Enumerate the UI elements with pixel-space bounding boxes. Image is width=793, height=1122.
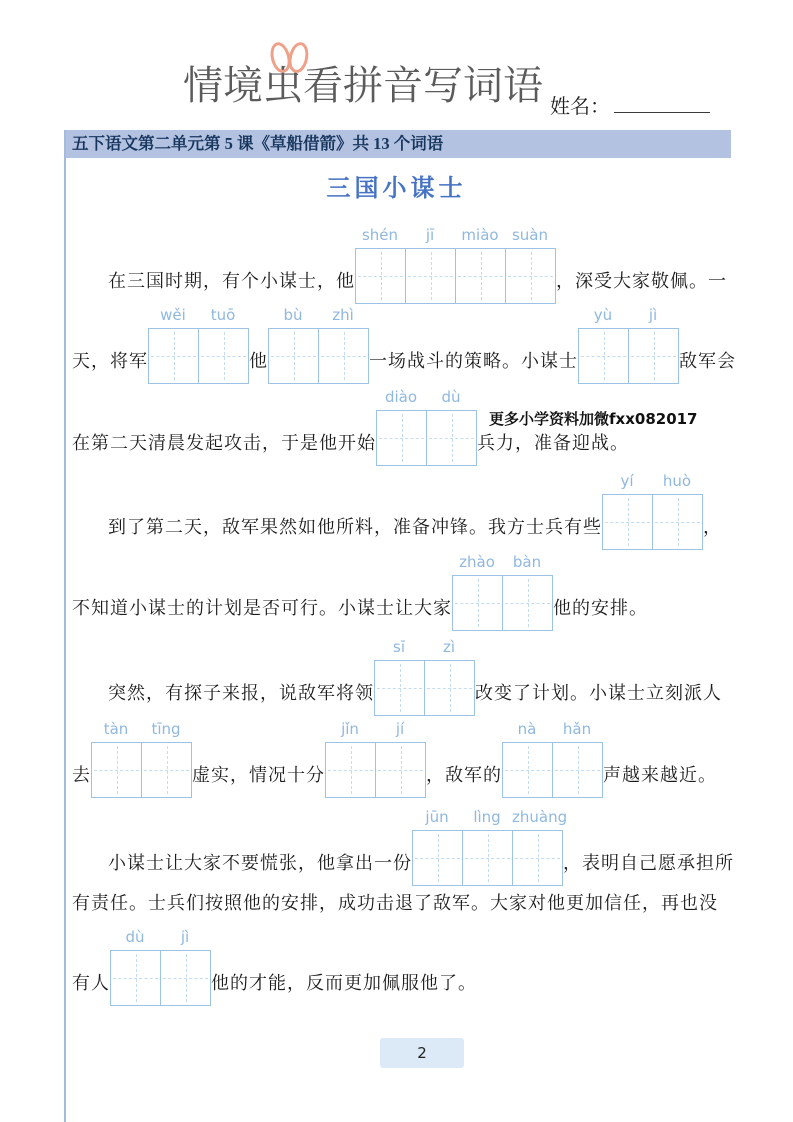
pinyin-syllable: nà [517, 720, 537, 738]
writing-box[interactable] [629, 329, 678, 383]
body-text: 声越来越近。 [603, 765, 717, 785]
pinyin-grid [148, 304, 249, 384]
pinyin-syllable: bù [283, 306, 303, 324]
writing-box[interactable] [356, 249, 406, 303]
writing-box[interactable] [111, 951, 161, 1005]
text-line [108, 636, 722, 716]
pinyin-syllable: shén [361, 226, 399, 244]
writing-box[interactable] [425, 661, 474, 715]
text-line [108, 224, 727, 304]
writing-box[interactable] [142, 743, 191, 797]
pinyin-grid [325, 718, 426, 798]
writing-boxes [452, 575, 553, 631]
writing-boxes [578, 328, 679, 384]
pinyin-syllable: wěi [160, 306, 186, 324]
writing-boxes [325, 742, 426, 798]
pinyin-row [325, 718, 426, 742]
body-text: 在三国时期，有个小谋士，他 [108, 271, 355, 291]
pinyin-grid [268, 304, 369, 384]
site-logo [183, 56, 543, 116]
pinyin-syllable: jì [648, 306, 658, 324]
pinyin-row [91, 718, 192, 742]
body-text: 在第二天清晨发起攻击，于是他开始 [72, 433, 376, 453]
text-line [72, 551, 648, 631]
writing-boxes [91, 742, 192, 798]
pinyin-grid [355, 224, 556, 304]
writing-box[interactable] [161, 951, 210, 1005]
body-text: 有责任。士兵们按照他的安排，成功击退了敌军。大家对他更加信任，再也没 [72, 893, 718, 913]
name-field [550, 90, 710, 119]
pinyin-grid [110, 926, 211, 1006]
text-line [72, 926, 477, 1006]
writing-box[interactable] [199, 329, 248, 383]
writing-box[interactable] [503, 576, 552, 630]
pinyin-syllable: dù [125, 928, 145, 946]
pinyin-row [376, 386, 477, 410]
pinyin-syllable: jūn [425, 808, 449, 826]
writing-boxes [374, 660, 475, 716]
pinyin-grid [502, 718, 603, 798]
watermark-text: 更多小学资料加微fxx082017 [489, 410, 698, 428]
body-text: 小谋士让大家不要慌张，他拿出一份 [108, 853, 412, 873]
pinyin-syllable: tīng [151, 720, 181, 738]
pinyin-syllable: miào [461, 226, 499, 244]
pinyin-row [148, 304, 249, 328]
pinyin-grid [91, 718, 192, 798]
writing-boxes [268, 328, 369, 384]
pinyin-row [602, 470, 703, 494]
pinyin-grid [374, 636, 475, 716]
body-text: 突然，有探子来报，说敌军将领 [108, 683, 374, 703]
body-text: 到了第二天，敌军果然如他所料，准备冲锋。我方士兵有些 [108, 517, 602, 537]
pinyin-syllable: zì [442, 638, 456, 656]
body-text: 他的才能，反而更加佩服他了。 [211, 973, 477, 993]
pinyin-syllable: sī [393, 638, 405, 656]
pinyin-grid [452, 551, 553, 631]
body-text: 不知道小谋士的计划是否可行。小谋士让大家 [72, 598, 452, 618]
writing-box[interactable] [92, 743, 142, 797]
pinyin-syllable: tàn [103, 720, 129, 738]
pinyin-syllable: zhì [332, 306, 354, 324]
pinyin-row [578, 304, 679, 328]
writing-box[interactable] [326, 743, 376, 797]
pinyin-syllable: bàn [512, 553, 542, 571]
pinyin-syllable: diào [384, 388, 418, 406]
logo-text-right: 看拼音写词语 [303, 63, 543, 109]
body-text: 一场战斗的策略。小谋士 [369, 351, 578, 371]
left-margin-rule [64, 130, 66, 1122]
pinyin-syllable: zhào [459, 553, 495, 571]
pinyin-row [502, 718, 603, 742]
body-text: ，敌军的 [426, 765, 502, 785]
body-text: 他的安排。 [553, 598, 648, 618]
writing-box[interactable] [427, 411, 476, 465]
pinyin-syllable: yù [593, 306, 613, 324]
writing-boxes [602, 494, 703, 550]
pinyin-row [452, 551, 553, 575]
writing-boxes [110, 950, 211, 1006]
pinyin-row [412, 806, 568, 830]
writing-box[interactable] [319, 329, 368, 383]
writing-box[interactable] [579, 329, 629, 383]
writing-box[interactable] [377, 411, 427, 465]
writing-box[interactable] [406, 249, 456, 303]
writing-box[interactable] [603, 495, 653, 549]
name-blank-line[interactable] [614, 94, 710, 113]
writing-box[interactable] [503, 743, 553, 797]
writing-box[interactable] [553, 743, 602, 797]
pinyin-syllable: tuō [210, 306, 236, 324]
page-number-badge: 2 [380, 1038, 464, 1068]
body-text: ，深受大家敬佩。一 [556, 271, 727, 291]
pinyin-row [268, 304, 369, 328]
writing-box[interactable] [506, 249, 555, 303]
pinyin-row [110, 926, 211, 950]
pinyin-syllable: jì [180, 928, 190, 946]
writing-box[interactable] [376, 743, 425, 797]
logo-bug-character: 虫 [263, 63, 303, 109]
pinyin-grid [578, 304, 679, 384]
writing-box[interactable] [269, 329, 319, 383]
writing-boxes [148, 328, 249, 384]
writing-boxes [376, 410, 477, 466]
body-text: 兵力，准备迎战。 [477, 433, 629, 453]
text-line [108, 470, 722, 550]
pinyin-syllable: jī [425, 226, 435, 244]
pinyin-syllable: huò [662, 472, 692, 490]
body-text: 改变了计划。小谋士立刻派人 [475, 683, 722, 703]
body-text: 去 [72, 765, 91, 785]
text-line [72, 846, 718, 926]
body-text: ，表明自己愿承担所 [563, 853, 734, 873]
pinyin-grid [602, 470, 703, 550]
writing-boxes [355, 248, 556, 304]
name-label: 姓名： [550, 96, 610, 118]
body-text: 虚实，情况十分 [192, 765, 325, 785]
body-text: ， [703, 517, 722, 537]
writing-box[interactable] [453, 576, 503, 630]
pinyin-grid [376, 386, 477, 466]
lesson-banner-text: 五下语文第二单元第 5 课《草船借箭》共 13 个词语 [72, 134, 444, 153]
text-line [72, 718, 717, 798]
pinyin-syllable: suàn [511, 226, 549, 244]
logo-text-left: 情境 [183, 63, 263, 109]
writing-boxes [502, 742, 603, 798]
body-text: 敌军会 [679, 351, 736, 371]
body-text: 天，将军 [72, 351, 148, 371]
text-line [72, 304, 736, 384]
pinyin-syllable: jí [395, 720, 405, 738]
pinyin-syllable: hǎn [562, 720, 592, 738]
pinyin-row [374, 636, 475, 660]
pinyin-syllable: dù [441, 388, 461, 406]
writing-box[interactable] [149, 329, 199, 383]
pinyin-syllable: zhuàng [512, 808, 568, 826]
body-text: 有人 [72, 973, 110, 993]
body-text: 他 [249, 351, 268, 371]
pinyin-syllable: yí [620, 472, 634, 490]
pinyin-syllable: jǐn [341, 720, 359, 738]
pinyin-syllable: lìng [473, 808, 501, 826]
writing-box[interactable] [375, 661, 425, 715]
writing-box[interactable] [653, 495, 702, 549]
page-title: 三国小谋士 [326, 176, 467, 202]
pinyin-row [355, 224, 556, 248]
writing-box[interactable] [456, 249, 506, 303]
lesson-banner [65, 130, 731, 158]
